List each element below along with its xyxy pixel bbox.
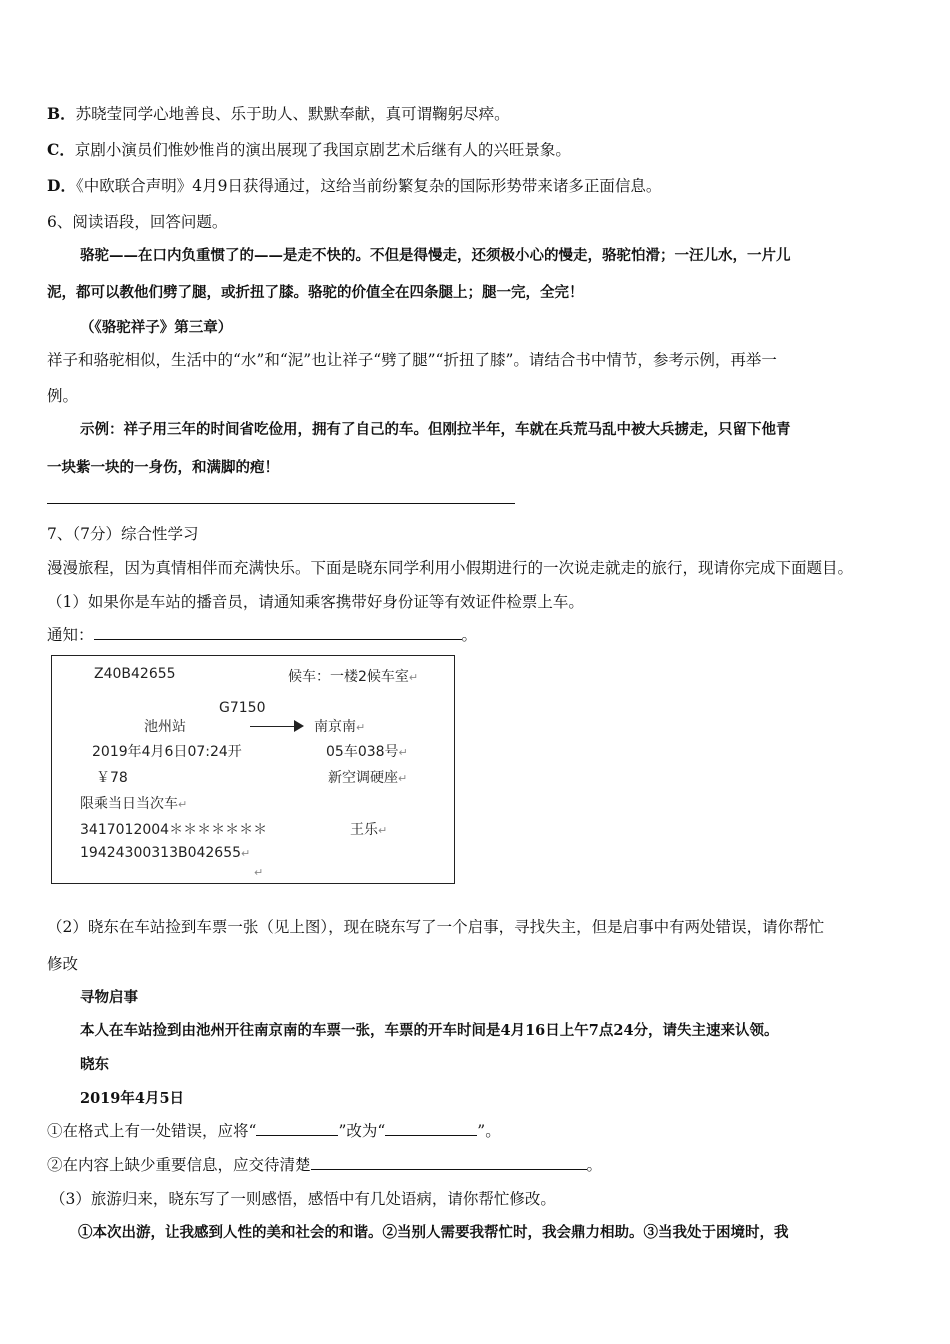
- q6-question-line-2: 例。: [47, 387, 79, 405]
- option-d: [47, 174, 661, 196]
- notice-end: 。: [461, 626, 478, 644]
- q6-example-line-1: 示例：祥子用三年的时间省吃俭用，拥有了自己的车。但刚拉半年，车就在兵荒马乱中被大兵掳走，只留下他青: [80, 421, 791, 438]
- notice-label: 通知：: [47, 626, 94, 644]
- fix-content-text: ②在内容上缺少重要信息，应交待清楚: [47, 1156, 311, 1174]
- notice-answer-blank[interactable]: [94, 625, 462, 640]
- reflection-text: ①本次出游，让我感到人性的美和社会的和谐。②当别人需要我帮忙时，我会鼎力相助。③当我处于困境时，我: [78, 1224, 789, 1241]
- ticket-from-station: 池州站: [144, 719, 186, 735]
- fix-format-text-b: ”改为“: [338, 1122, 386, 1140]
- fix-format-blank-1[interactable]: [256, 1121, 338, 1136]
- q7-sub1: （1）如果你是车站的播音员，请通知乘客携带好身份证等有效证件检票上车。: [47, 593, 584, 611]
- option-c: [47, 138, 571, 160]
- option-b-text: 苏晓莹同学心地善良、乐于助人、默默奉献，真可谓鞠躬尽瘁。: [75, 105, 510, 123]
- q6-source: （《骆驼祥子》第三章）: [80, 319, 233, 336]
- ticket-train-number: G7150: [219, 700, 266, 716]
- q6-passage-line-1: 骆驼——在口内负重惯了的——是走不快的。不但是得慢走，还须极小心的慢走，骆驼怕滑；一汪儿水，一片儿: [80, 247, 791, 264]
- fix-content-blank[interactable]: [311, 1155, 587, 1170]
- option-b-label: B．: [47, 104, 76, 123]
- fix-content-row: [47, 1153, 602, 1175]
- option-c-label: C．: [47, 140, 75, 159]
- option-b: [47, 102, 510, 124]
- ticket-waiting-room: 候车：一楼2候车室↵: [288, 669, 419, 685]
- q7-notice-row: [47, 623, 477, 645]
- fix-format-text-c: ”。: [477, 1122, 501, 1140]
- q7-sub3: （3）旅游归来，晓东写了一则感悟，感悟中有几处语病，请你帮忙修改。: [50, 1190, 556, 1208]
- lost-notice-title: 寻物启事: [80, 989, 138, 1006]
- q6-answer-line[interactable]: [47, 503, 515, 504]
- fix-format-blank-2[interactable]: [385, 1121, 477, 1136]
- q7-sub2-line-2: 修改: [47, 955, 79, 973]
- q7-title: 7、（7分）综合性学习: [47, 525, 199, 543]
- ticket-route-arrow: [250, 726, 296, 727]
- option-d-label: D．: [47, 176, 76, 195]
- ticket-passenger: 王乐↵: [350, 822, 388, 838]
- fix-format-row: [47, 1119, 501, 1141]
- option-c-text: 京剧小演员们惟妙惟肖的演出展现了我国京剧艺术后继有人的兴旺景象。: [74, 141, 571, 159]
- ticket-price: ￥78: [96, 770, 128, 786]
- option-d-text: 《中欧联合声明》4月9日获得通过，这给当前纷繁复杂的国际形势带来诸多正面信息。: [75, 177, 662, 195]
- ticket-route-arrowhead: [294, 720, 304, 732]
- lost-notice-signer: 晓东: [80, 1056, 109, 1073]
- ticket-code: Z40B42655: [94, 666, 176, 682]
- q7-sub2-line-1: （2）晓东在车站捡到车票一张（见上图），现在晓东写了一个启事，寻找失主，但是启事中有两处错误，请你帮忙: [47, 918, 825, 936]
- ticket-seat-class: 新空调硬座↵: [328, 770, 408, 786]
- fix-content-end: 。: [586, 1156, 603, 1174]
- ticket-id-number: 3417012004＊＊＊＊＊＊＊: [80, 822, 268, 838]
- q7-intro: 漫漫旅程，因为真情相伴而充满快乐。下面是晓东同学利用小假期进行的一次说走就走的旅行，现请你完成下面题目。: [47, 559, 854, 577]
- ticket-validity: 限乘当日当次车↵: [80, 796, 188, 812]
- ticket-return-mark: ↵: [254, 866, 264, 879]
- q6-passage-line-2: 泥，都可以教他们劈了腿，或折扭了膝。骆驼的价值全在四条腿上；腿一完，全完！: [47, 284, 584, 301]
- q6-title: 6、阅读语段，回答问题。: [47, 213, 228, 231]
- train-ticket: [51, 655, 455, 884]
- ticket-to-station: 南京南↵: [314, 719, 366, 735]
- ticket-serial: 19424300313B042655↵: [80, 845, 251, 861]
- lost-notice-date: 2019年4月5日: [80, 1090, 185, 1107]
- ticket-datetime: 2019年4月6日07:24开: [92, 744, 242, 760]
- lost-notice-body: 本人在车站捡到由池州开往南京南的车票一张，车票的开车时间是4月16日上午7点24分，请失主速来认领。: [80, 1022, 779, 1039]
- fix-format-text-a: ①在格式上有一处错误，应将“: [47, 1122, 257, 1140]
- q6-question-line-1: 祥子和骆驼相似，生活中的“水”和“泥”也让祥子“劈了腿”“折扭了膝”。请结合书中情节，参考示例，再举一: [47, 351, 777, 369]
- q6-example-line-2: 一块紫一块的一身伤，和满脚的疱！: [47, 459, 279, 476]
- ticket-seat: 05车038号↵: [326, 744, 408, 760]
